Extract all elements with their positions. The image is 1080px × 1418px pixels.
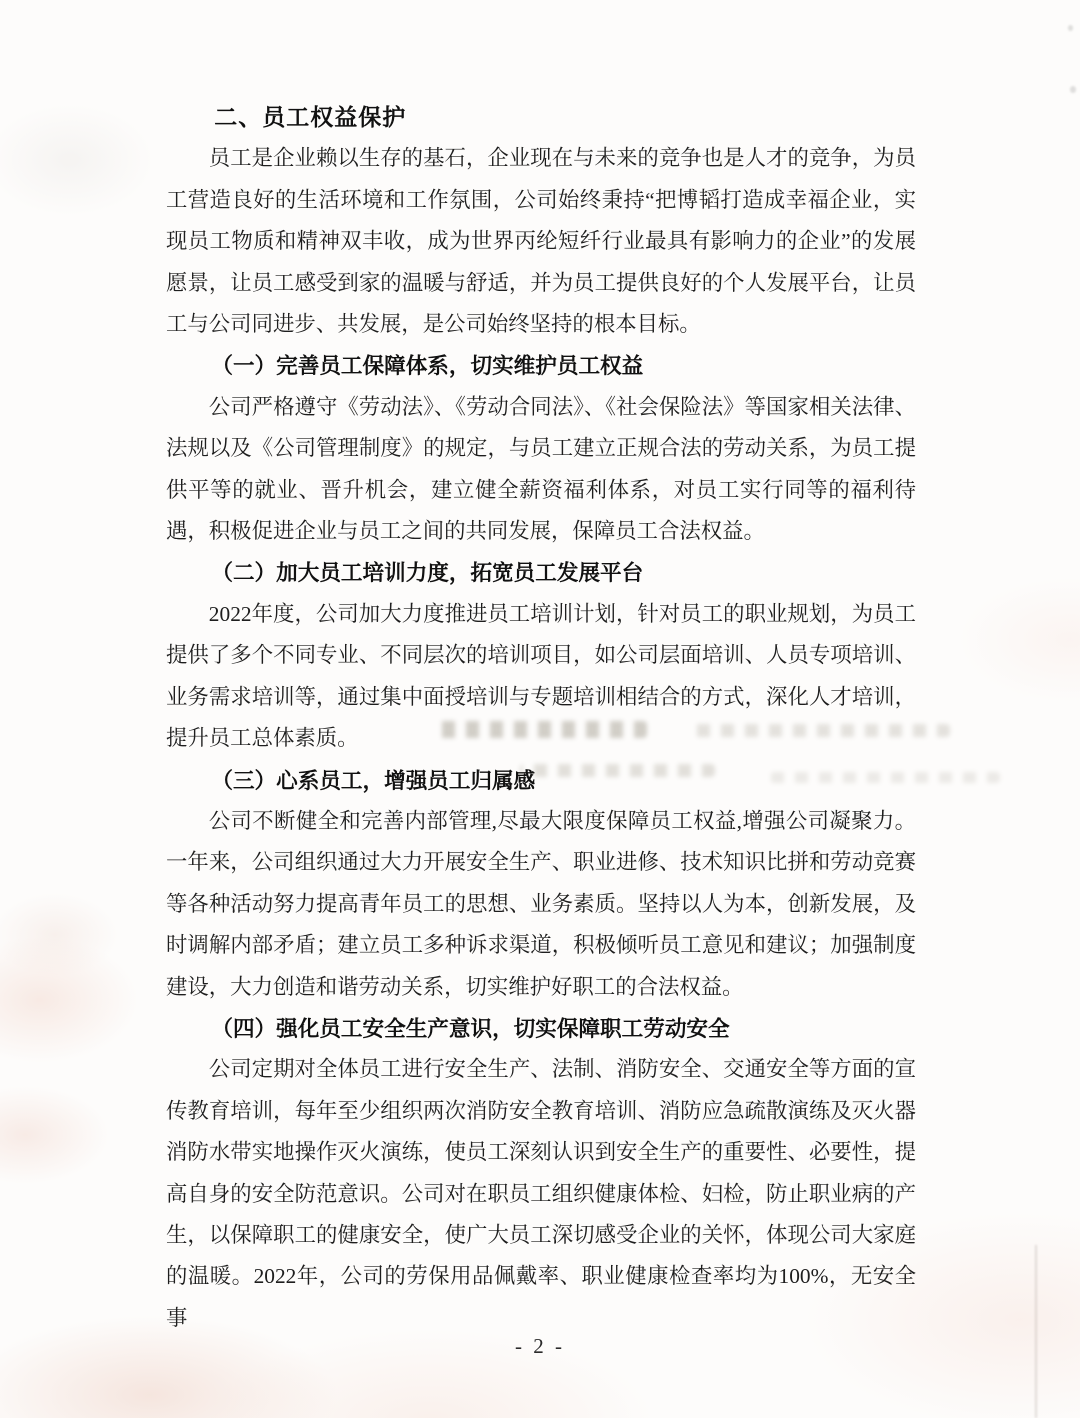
section-title: 二、员工权益保护 [214, 104, 407, 130]
scan-speck [1068, 25, 1073, 31]
document-body [166, 97, 916, 1339]
subsection-paragraph-4: 公司定期对全体员工进行安全生产、法制、消防安全、交通安全等方面的宣传教育培训，每年至少组织两次消防安全教育培训、消防应急疏散演练及灭火器消防水带实地操作灭火演练，使员工深刻认识到安全生产的重要性、必要性，提高自身的安全防范意识。公司对在职员工组织健康体检、妇检，防止职业病的产生，以保障职工的健康安全，使广大员工深切感受企业的关怀，体现公司大家庭的温暖。2022年，公司的劳保用品佩戴率、职业健康检查率均为100%，无安全事 [166, 1057, 916, 1330]
ink-bleedthrough-artifact [433, 721, 647, 738]
intro-paragraph: 员工是企业赖以生存的基石，企业现在与未来的竞争也是人才的竞争，为员工营造良好的生活环境和工作氛围，公司始终秉持“把博韬打造成幸福企业，实现员工物质和精神双丰收，成为世界丙纶短纤行业最具有影响力的企业”的发展愿景，让员工感受到家的温暖与舒适，并为员工提供良好的个人发展平台，让员工与公司同进步、共发展，是公司始终坚持的根本目标。 [166, 146, 916, 337]
ink-bleedthrough-artifact [520, 764, 715, 777]
page-number: - 2 - [515, 1334, 565, 1358]
scan-speck [1070, 86, 1076, 93]
subsection-paragraph-2: 2022年度，公司加大力度推进员工培训计划，针对员工的职业规划，为员工提供了多个不同专业、不同层次的培训项目，如公司层面培训、人员专项培训、业务需求培训等，通过集中面授培训与专题培训相结合的方式，深化人才培训，提升员工总体素质。 [166, 601, 916, 751]
subsection-heading-4: （四）强化员工安全生产意识，切实保障职工劳动安全 [211, 1015, 730, 1041]
subsection-heading-1: （一）完善员工保障体系，切实维护员工权益 [211, 353, 644, 379]
ink-bleedthrough-artifact [770, 772, 1000, 783]
subsection-paragraph-1: 公司严格遵守《劳动法》、《劳动合同法》、《社会保险法》等国家相关法律、法规以及《公司管理制度》的规定，与员工建立正规合法的劳动关系，为员工提供平等的就业、晋升机会，建立健全薪资福利体系，对员工实行同等的福利待遇，积极促进企业与员工之间的共同发展，保障员工合法权益。 [166, 394, 916, 544]
subsection-heading-3: （三）心系员工，增强员工归属感 [211, 767, 536, 793]
subsection-heading-2: （二）加大员工培训力度，拓宽员工发展平台 [211, 560, 644, 586]
ink-bleedthrough-artifact [688, 724, 950, 737]
subsection-paragraph-3: 公司不断健全和完善内部管理,尽最大限度保障员工权益,增强公司凝聚力。一年来，公司组织通过大力开展安全生产、职业进修、技术知识比拼和劳动竞赛等各种活动努力提高青年员工的思想、业务素质。坚持以人为本，创新发展，及时调解内部矛盾；建立员工多种诉求渠道，积极倾听员工意见和建议；加强制度建设，大力创造和谐劳动关系，切实维护好职工的合法权益。 [166, 808, 916, 999]
scan-crease-line [1035, 1245, 1037, 1418]
